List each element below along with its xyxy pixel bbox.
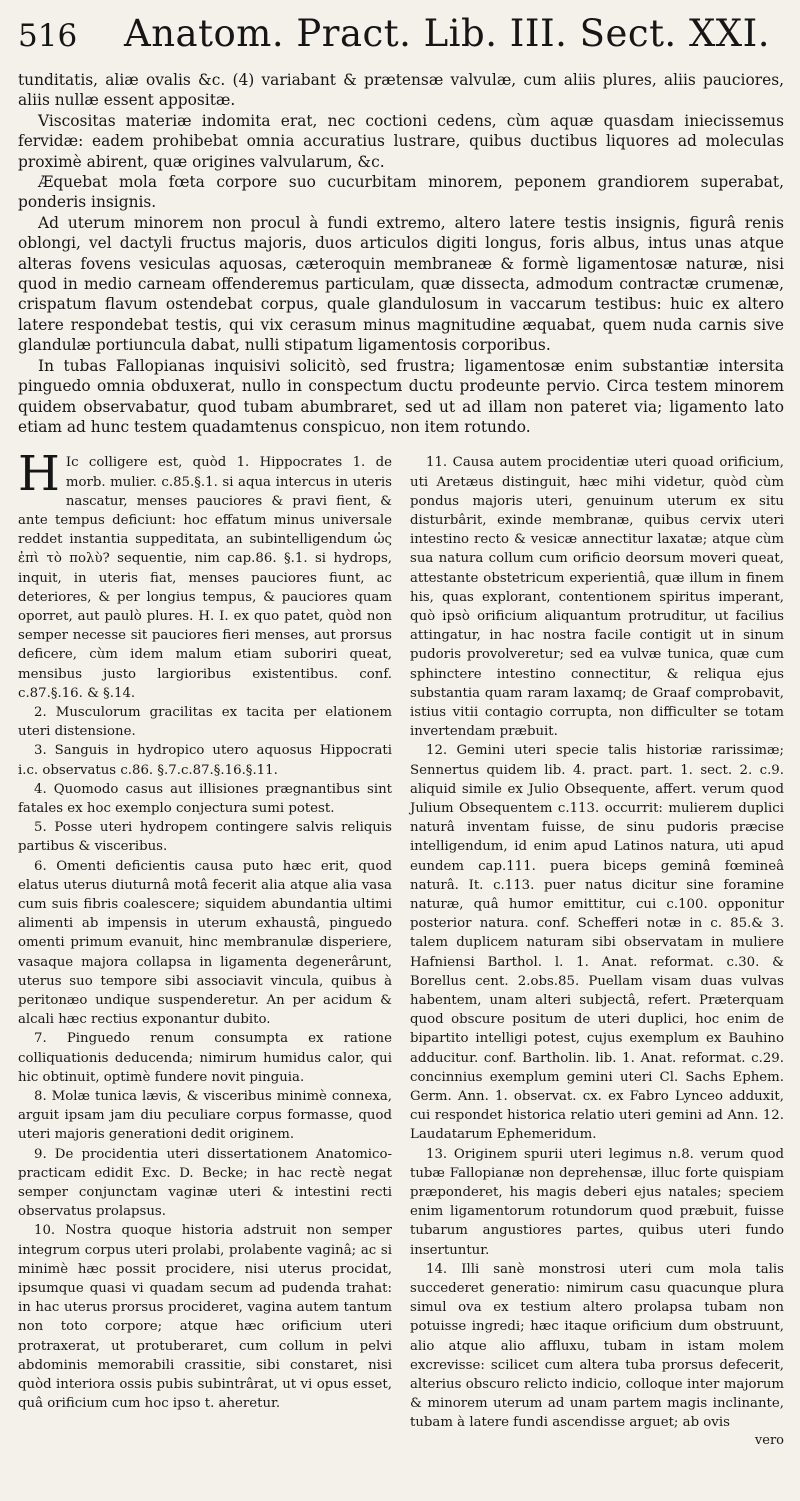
right-column bbox=[410, 453, 784, 1450]
top-paragraph: Ad uterum minorem non procul à fundi extremo, altero latere testis insignis, figurâ renis oblongi, vel dactyli fructus majoris, duos articulos digiti longus, foris albus, intus unas atque alteras fovens vesiculas aquosas, cæteroquin membraneæ & formè ligamentosæ naturæ, nisi quod in medio carneam offenderemus particulam, quæ dissecta, admodum contractæ crumenæ, crispatum flavum ostendebat corpus, quale glandulosum in vaccarum testibus: huic ex altero latere respondebat testis, qui vix cerasum minus magnitudine æquabat, quem nuda carnis sive glandulæ portiuncula dabat, nulli stipatum ligamentosis corporibus. bbox=[18, 213, 784, 355]
right-paragraph: 13. Originem spurii uteri legimus n.8. verum quod tubæ Fallopianæ non deprehensæ, illuc forte quispiam præponderet, his magis deberi ejus natales; speciem enim ligamentorum rotundorum quod præbuit, fuisse tubarum angustiores partes, quibus uteri fundo insertuntur. bbox=[410, 1146, 784, 1258]
catchword: vero bbox=[754, 1432, 784, 1448]
left-paragraph: 7. Pinguedo renum consumpta ex ratione colliquationis deducenda; nimirum humidus calor, qui hic obtinuit, optimè fundere novit pinguia. bbox=[18, 1031, 392, 1085]
top-paragraph: Viscositas materiæ indomita erat, nec coctioni cedens, cùm aquæ quasdam iniecissemus fervidæ: eadem prohibebat omnia accuratius lustrare, quibus ductibus liquores ad moleculas proximè abirent, quæ origines valvularum, &c. bbox=[18, 111, 784, 171]
top-paragraph: Æquebat mola fœta corpore suo cucurbitam minorem, peponem grandiorem superabat, ponderis insignis. bbox=[18, 173, 784, 212]
left-paragraph: 2. Musculorum gracilitas ex tacita per elationem uteri distensione. bbox=[18, 704, 392, 740]
top-text-block bbox=[18, 70, 784, 437]
top-paragraph: tunditatis, aliæ ovalis &c. (4) variabant & prætensæ valvulæ, cum aliis plures, aliis pauciores, aliis nullæ essent appositæ. bbox=[18, 71, 784, 110]
left-paragraph-text: Ic colligere est, quòd 1. Hippocrates 1. de morb. mulier. c.85.§.1. si aqua intercus in uteris nascatur, menses pauciores & pravi fient, & ante tempus deficiunt: hoc effatum minus universale reddet instantia suppeditata, an subintelligendum ὡς ἐπὶ τὸ πολὺ? sequentie, nim cap.86. §.1. si hydrops, inquit, in uteris fiat, menses pauciores fiunt, ac deteriores, & per longius tempus, & pauciores quam oporret, aut paulò plures. H. I. ex quo patet, quòd non semper necesse sit pauciores fieri menses, aut prorsus deficere, cùm idem malum etiam suboriri queat, mensibus justo largioribus existentibus. conf. c.87.§.16. & §.14. bbox=[18, 455, 392, 701]
page-number: 516 bbox=[18, 18, 78, 54]
running-title: Anatom. Pract. Lib. III. Sect. XXI. bbox=[124, 12, 771, 55]
top-paragraph: In tubas Fallopianas inquisivi solicitò, sed frustra; ligamentosæ enim substantiæ intersita pinguedo omnia obduxerat, nullo in conspectum ductu prodeunte pervio. Circa testem minorem quidem observabatur, quod tubam abumbraret, sed ut ad illam non pateret via; ligamento lato etiam ad hunc testem quadamtenus conspicuo, non item rotundo. bbox=[18, 356, 784, 436]
left-paragraph: 3. Sanguis in hydropico utero aquosus Hippocrati i.c. observatus c.86. §.7.c.87.§.16.§.11. bbox=[18, 743, 392, 778]
drop-cap: H bbox=[18, 446, 60, 503]
left-column bbox=[18, 446, 392, 1450]
page-header bbox=[18, 12, 784, 70]
left-paragraph: 5. Posse uteri hydropem contingere salvis reliquis partibus & visceribus. bbox=[18, 820, 392, 855]
left-paragraph: 8. Molæ tunica lævis, & visceribus minimè connexa, arguit ipsam jam diu peculiare corpus formasse, quod uteri majoris generationi dedit originem. bbox=[18, 1089, 392, 1143]
left-paragraph bbox=[18, 446, 392, 703]
left-paragraph: 10. Nostra quoque historia adstruit non semper integrum corpus uteri prolabi, prolabente vaginâ; ac si minimè hæc possit procidere, nisi uterus procidat, ipsumque quasi vi quadam secum ad pudenda trahat: in hac uterus prorsus procideret, vagina autem tantum non toto corpore; atque hæc orificium uteri protraxerat, ut protuberaret, cum collum in pelvi abdominis memorabili crassitie, sibi constaret, nisi quòd interiora ossis pubis subintrârat, ut vi opus esset, quâ orificium cum hoc ipso t. aheretur. bbox=[18, 1223, 392, 1412]
left-paragraph: 4. Quomodo casus aut illisiones prægnantibus sint fatales ex hoc exemplo conjectura sumi potest. bbox=[18, 781, 392, 816]
right-paragraph: 11. Causa autem procidentiæ uteri quoad orificium, uti Aretæus distinguit, hæc mihi videtur, quòd cùm pondus majoris uteri, genuinum uterum ex situ disturbârit, exinde membranæ, quibus cervix uteri intestino recto & vesicæ annectitur laxatæ; atque cùm sua natura collum cum orificio deorsum moveri queat, attestante obstetricum experientiâ, quæ illum in finem his, quas explorant, contentionem spiritus imperant, quò ipsò orificium aliquantum protruditur, ut facilius attingatur, in hac nostra facile contigit ut in sinum pudoris provolveretur; sed ea vulvæ tunica, quæ cum sphinctere intestino connectitur, & reliqua ejus substantia quam raram laxamq; de Graaf comprobavit, istius vitii contagio corrupta, non difficulter se totam invertendam præbuit. bbox=[410, 455, 784, 740]
right-paragraph: 12. Gemini uteri specie talis historiæ rarissimæ; Sennertus quidem lib. 4. pract. part. 1. sect. 2. c.9. aliquid simile ex Julio Obsequente, affert. verum quod Julium Obsequentem c.113. occurrit: mulierem duplici naturâ inventam fuisse, de sinu pudoris præcise intelligendum, id enim apud Latinos natura, uti apud eundem cap.111. puera biceps geminâ fœmineâ naturâ. It. c.113. puer natus dicitur sine foramine naturæ, quâ humor emittitur, cui c.100. opponitur posterior natura. conf. Schefferi notæ in c. 85.& 3. talem duplicem naturam sibi observatam in muliere Hafniensi Barthol. l. 1. Anat. reformat. c.30. & Borellus cent. 2.obs.85. Puellam visam duas vulvas habentem, unam alteri subjectâ, refert. Præterquam quod obscure positum de uteri duplici, hoc enim de bipartito intelligi potest, cujus exemplum ex Bauhino adducitur. conf. Bartholin. lib. 1. Anat. reformat. c.29. concinnius exemplum gemini uteri Cl. Sachs Ephem. Germ. Ann. 1. observat. cx. ex Fabro Lynceo adduxit, cui respondet historica relatio uteri gemini ad Ann. 12. Laudatarum Ephemeridum. bbox=[410, 743, 784, 1143]
two-column-section bbox=[18, 446, 784, 1450]
left-paragraph: 6. Omenti deficientis causa puto hæc erit, quod elatus uterus diuturnâ motâ fecerit alia atque alia vasa cum suis fibris coalescere; siquidem abundantia ultimi alimenti ab impensis in uterum exhaustâ, pinguedo omenti primum evanuit, hinc membranulæ disperiere, vasaque majora collapsa in ligamenta degenerârunt, uterus suo tempore sibi associavit vincula, quibus à peritonæo undique suspenderetur. An per acidum & alcali hæc rectius exponantur dubito. bbox=[18, 858, 392, 1028]
right-paragraph: 14. Illi sanè monstrosi uteri cum mola talis succederet generatio: nimirum casu quacunque plura simul ova ex testium altero prolapsa tubam non potuisse ingredi; hæc itaque orificium dum obstruunt, alio atque alio affluxu, tubam in istam molem excrevisse: scilicet cum altera tuba prorsus defecerit, alterius obscuro relicto indicio, colloque inter majorum & minorem uterum ad unam partem magis inclinante, tubam à latere fundi ascendisse arguet; ab ovis bbox=[410, 1261, 784, 1431]
left-paragraph: 9. De procidentia uteri dissertationem Anatomico-practicam edidit Exc. D. Becke; in hac rectè negat semper conjunctam vaginæ uteri & intestini recti observatus prolapsus. bbox=[18, 1146, 392, 1220]
